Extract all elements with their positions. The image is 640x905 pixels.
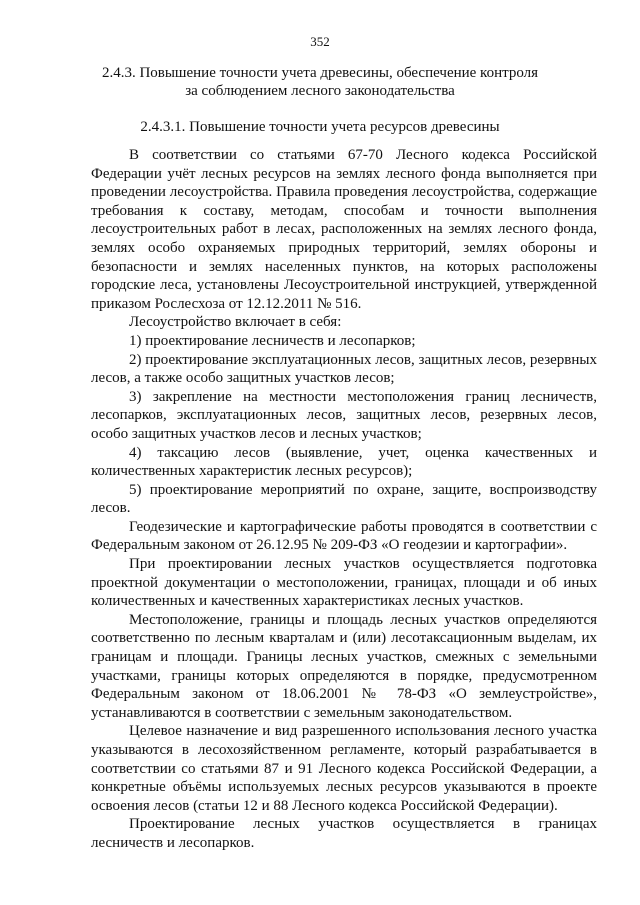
body-text [91, 146, 597, 853]
list-item-2: 2) проектирование эксплуатационных лесов, защитных лесов, резервных лесов, а также особо защитных участков лесов; [91, 351, 597, 387]
paragraph-purpose: Целевое назначение и вид разрешенного использования лесного участка указываются в лесохозяйственном регламенте, который разрабатывается в соответствии со статьями 87 и 91 Лесного кодекса Российской Федерации, а конкретные объёмы используемых лесных ресурсов указываются в проекте освоения лесов (статьи 12 и 88 Лесного кодекса Российской Федерации). [91, 723, 597, 814]
list-item-4: 4) таксацию лесов (выявление, учет, оценка качественных и количественных характеристик лесных ресурсов); [91, 444, 597, 480]
section-heading: 2.4.3. Повышение точности учета древесины, обеспечение контроля за соблюдением лесного законодательства [101, 65, 539, 99]
list-item-1: 1) проектирование лесничеств и лесопарков; [129, 332, 416, 349]
paragraph-list-lead: Лесоустройство включает в себя: [129, 314, 342, 331]
paragraph-boundaries: Местоположение, границы и площадь лесных участков определяются соответственно по лесным кварталам и (или) лесотаксационным выделам, их границам и площади. Границы лесных участков, смежных с земельными участками, границы которых определяются в порядке, предусмотренном Федеральным законом от 18.06.2001 № 78-ФЗ «О землеустройстве», устанавливаются в соответствии с земельным законодательством. [91, 611, 597, 721]
list-item-5: 5) проектирование мероприятий по охране, защите, воспроизводству лесов. [91, 481, 597, 517]
list-item-3: 3) закрепление на местности местоположения границ лесничеств, лесопарков, эксплуатационных лесов, защитных лесов, резервных лесов, особо защитных участков лесов и лесных участков; [91, 388, 597, 442]
paragraph-closing: Проектирование лесных участков осуществляется в границах лесничеств и лесопарков. [91, 816, 597, 851]
paragraph-geodesy: Геодезические и картографические работы проводятся в соответствии с Федеральным законом от 26.12.95 № 209-ФЗ «О геодезии и картографии». [91, 518, 597, 554]
page-number: 352 [310, 34, 330, 49]
subsection-heading: 2.4.3.1. Повышение точности учета ресурсов древесины [140, 119, 500, 135]
paragraph-design-docs: При проектировании лесных участков осуществляется подготовка проектной документации о местоположении, границах, площади и об иных количественных и качественных характеристиках лесных участков. [91, 556, 597, 610]
paragraph-intro: В соответствии со статьями 67-70 Лесного кодекса Российской Федерации учёт лесных ресурсов на землях лесного фонда выполняется при проведении лесоустройства. Правила проведения лесоустройства, содержащие требования к составу, методам, способам и точности выполнения лесоустроительных работ в лесах, расположенных на землях лесного фонда, землях особо охраняемых природных территорий, землях обороны и безопасности и землях населенных пунктов, на которых расположены городские леса, установлены Лесоустроительной инструкцией, утвержденной приказом Рослесхоза от 12.12.2011 № 516. [91, 147, 597, 312]
